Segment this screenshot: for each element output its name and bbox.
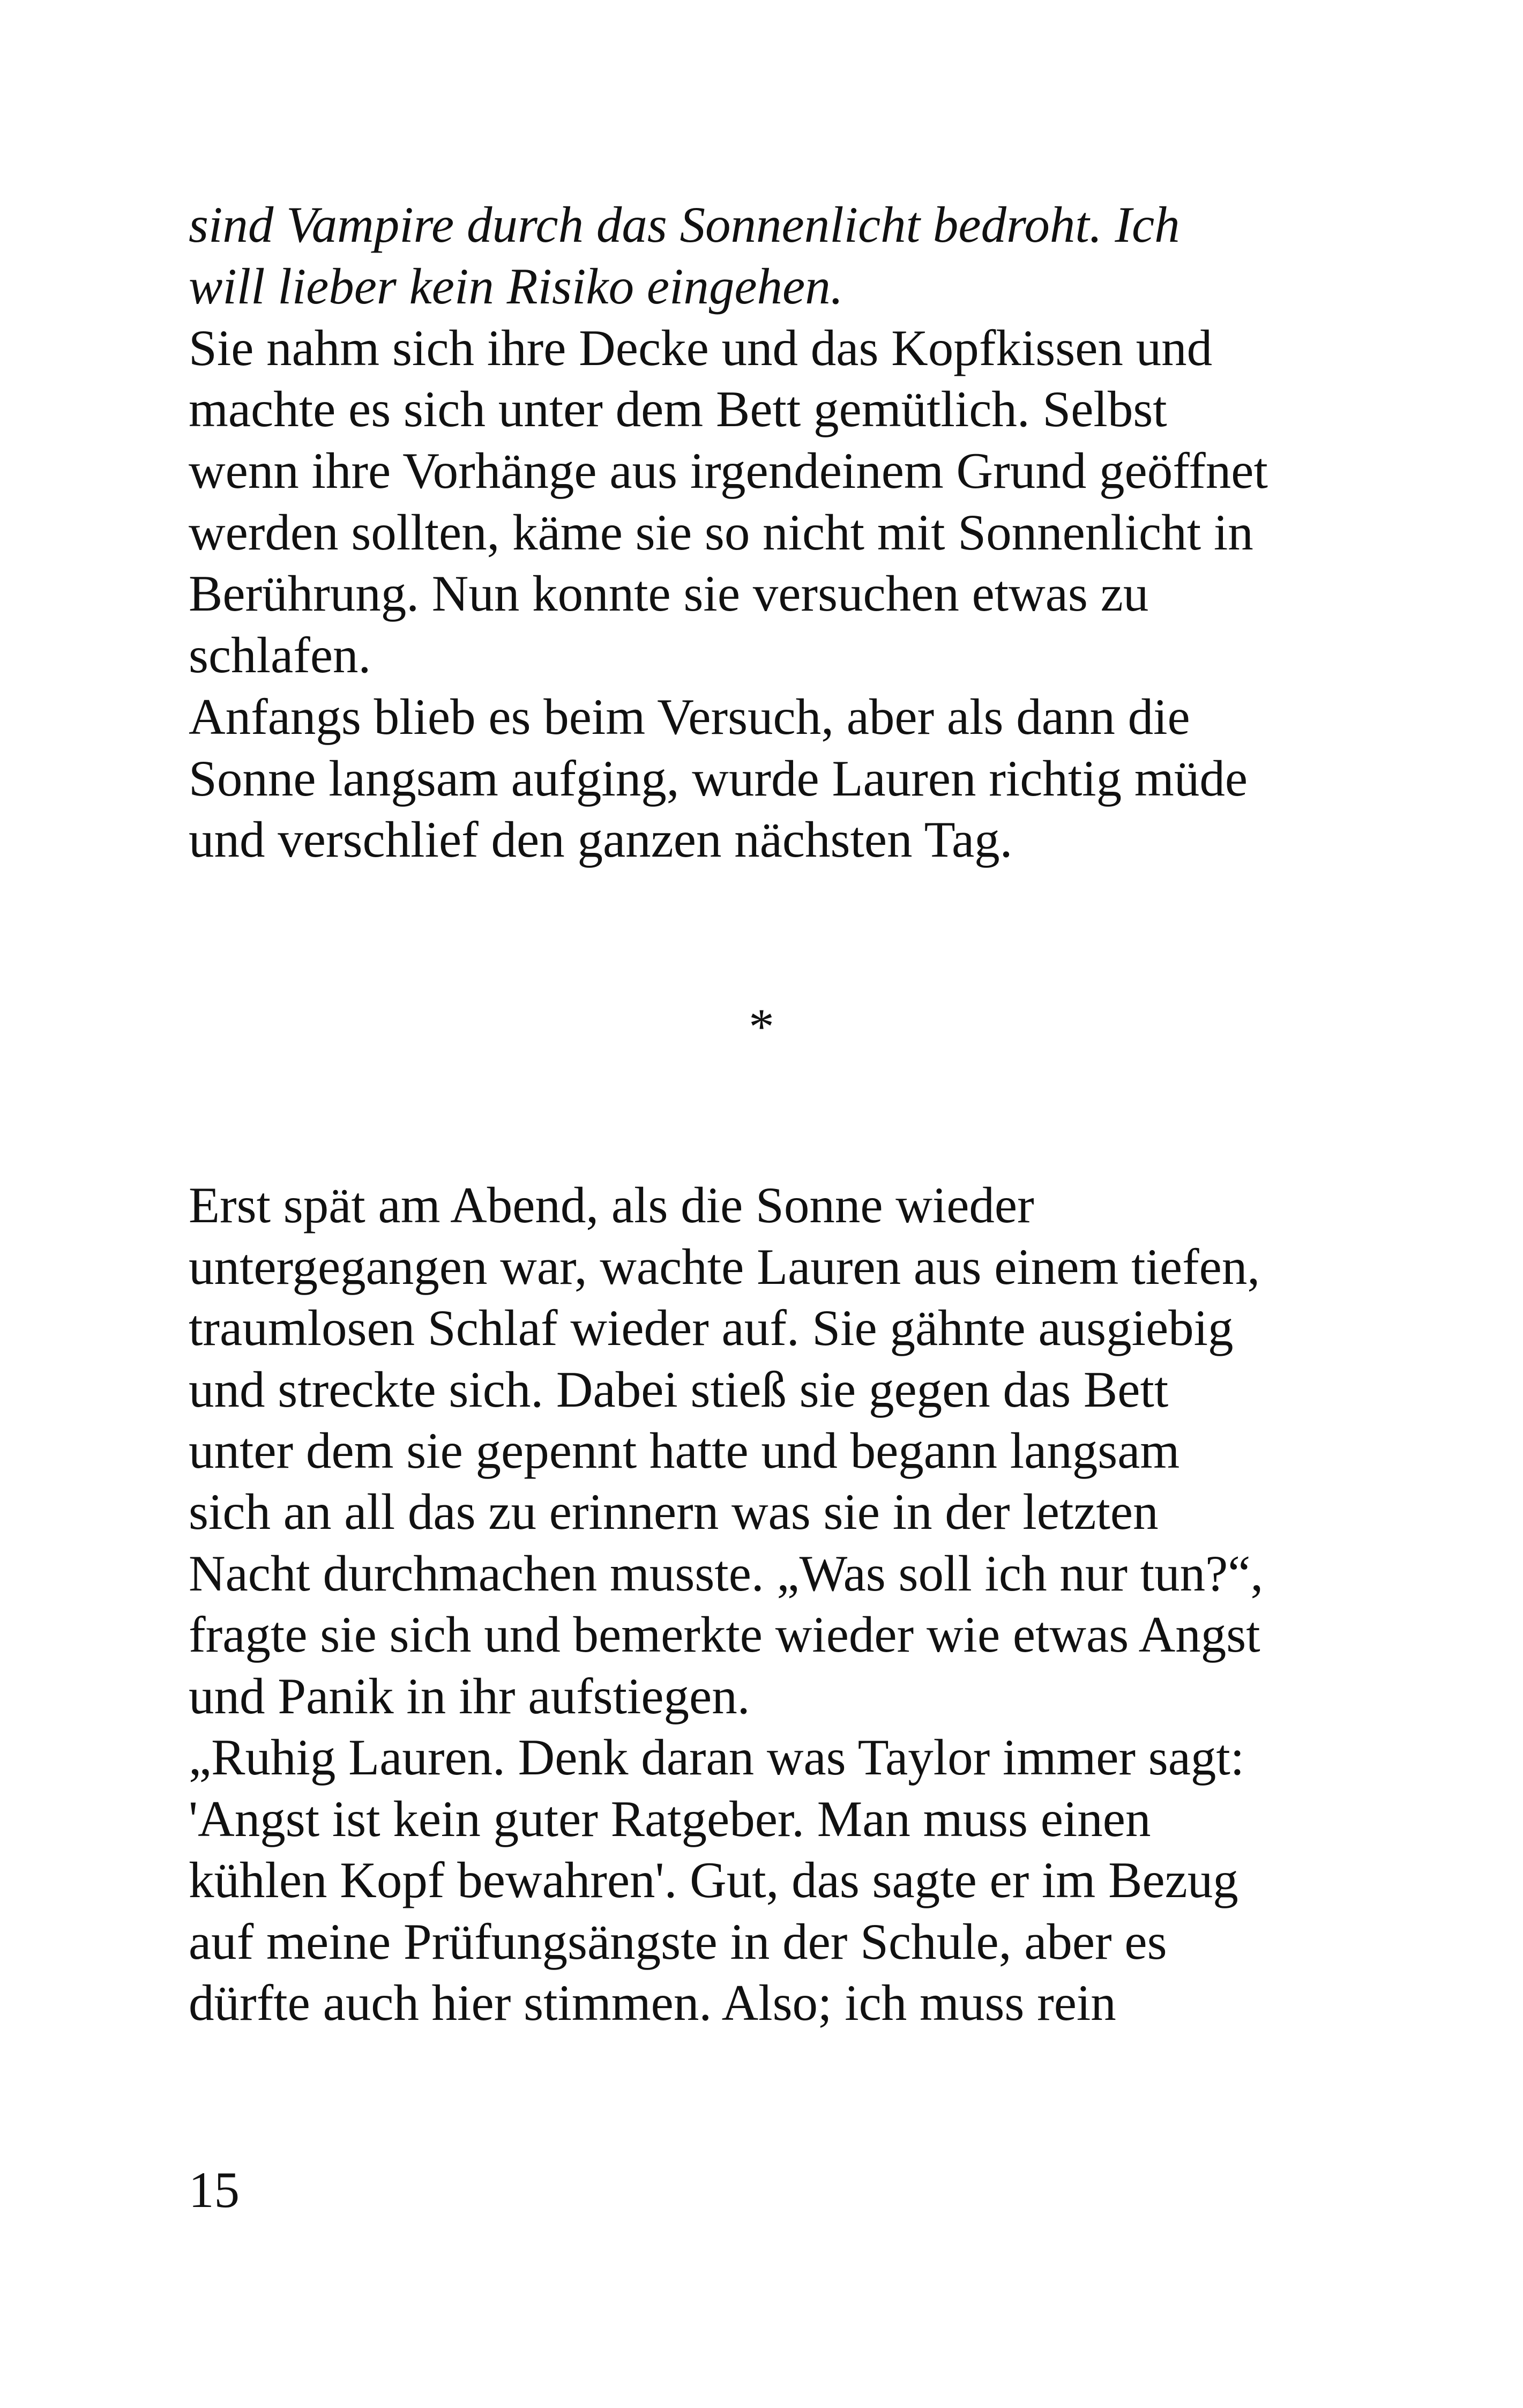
text-line: untergegangen war, wachte Lauren aus einem tiefen, (189, 1238, 1260, 1295)
text-line: machte es sich unter dem Bett gemütlich. Selbst (189, 381, 1167, 437)
text-line: 'Angst ist kein guter Ratgeber. Man muss einen (189, 1790, 1151, 1847)
text-line: und Panik in ihr aufstiegen. (189, 1668, 750, 1725)
text-line: werden sollten, käme sie so nicht mit Sonnenlicht in (189, 504, 1253, 561)
section-break: * (749, 998, 774, 1055)
text-line: auf meine Prüfungsängste in der Schule, aber es (189, 1913, 1167, 1970)
text-line: wenn ihre Vorhänge aus irgendeinem Grund geöffnet (189, 442, 1268, 499)
text-line: Erst spät am Abend, als die Sonne wieder (189, 1177, 1034, 1233)
text-line: will lieber kein Risiko eingehen. (189, 258, 843, 315)
text-line: und streckte sich. Dabei stieß sie gegen das Bett (189, 1361, 1169, 1418)
text-line: und verschlief den ganzen nächsten Tag. (189, 811, 1013, 868)
text-line: schlafen. (189, 627, 371, 683)
text-line: unter dem sie gepennt hatte und begann langsam (189, 1422, 1180, 1479)
text-line: sich an all das zu erinnern was sie in der letzten (189, 1483, 1159, 1540)
text-line: kühlen Kopf bewahren'. Gut, das sagte er im Bezug (189, 1852, 1238, 1908)
text-line: sind Vampire durch das Sonnenlicht bedroht. Ich (189, 196, 1180, 253)
text-line: fragte sie sich und bemerkte wieder wie etwas Angst (189, 1606, 1260, 1663)
text-line: dürfte auch hier stimmen. Also; ich muss rein (189, 1974, 1116, 2031)
text-line: Sie nahm sich ihre Decke und das Kopfkissen und (189, 319, 1213, 376)
text-line: Anfangs blieb es beim Versuch, aber als dann die (189, 688, 1190, 745)
text-line: Sonne langsam aufging, wurde Lauren richtig müde (189, 750, 1248, 807)
text-line: traumlosen Schlaf wieder auf. Sie gähnte ausgiebig (189, 1299, 1234, 1356)
text-line: Nacht durchmachen musste. „Was soll ich nur tun?“, (189, 1545, 1264, 1602)
page-number: 15 (189, 2161, 240, 2218)
text-line: „Ruhig Lauren. Denk daran was Taylor immer sagt: (189, 1729, 1245, 1786)
text-line: Berührung. Nun konnte sie versuchen etwas zu (189, 565, 1149, 622)
